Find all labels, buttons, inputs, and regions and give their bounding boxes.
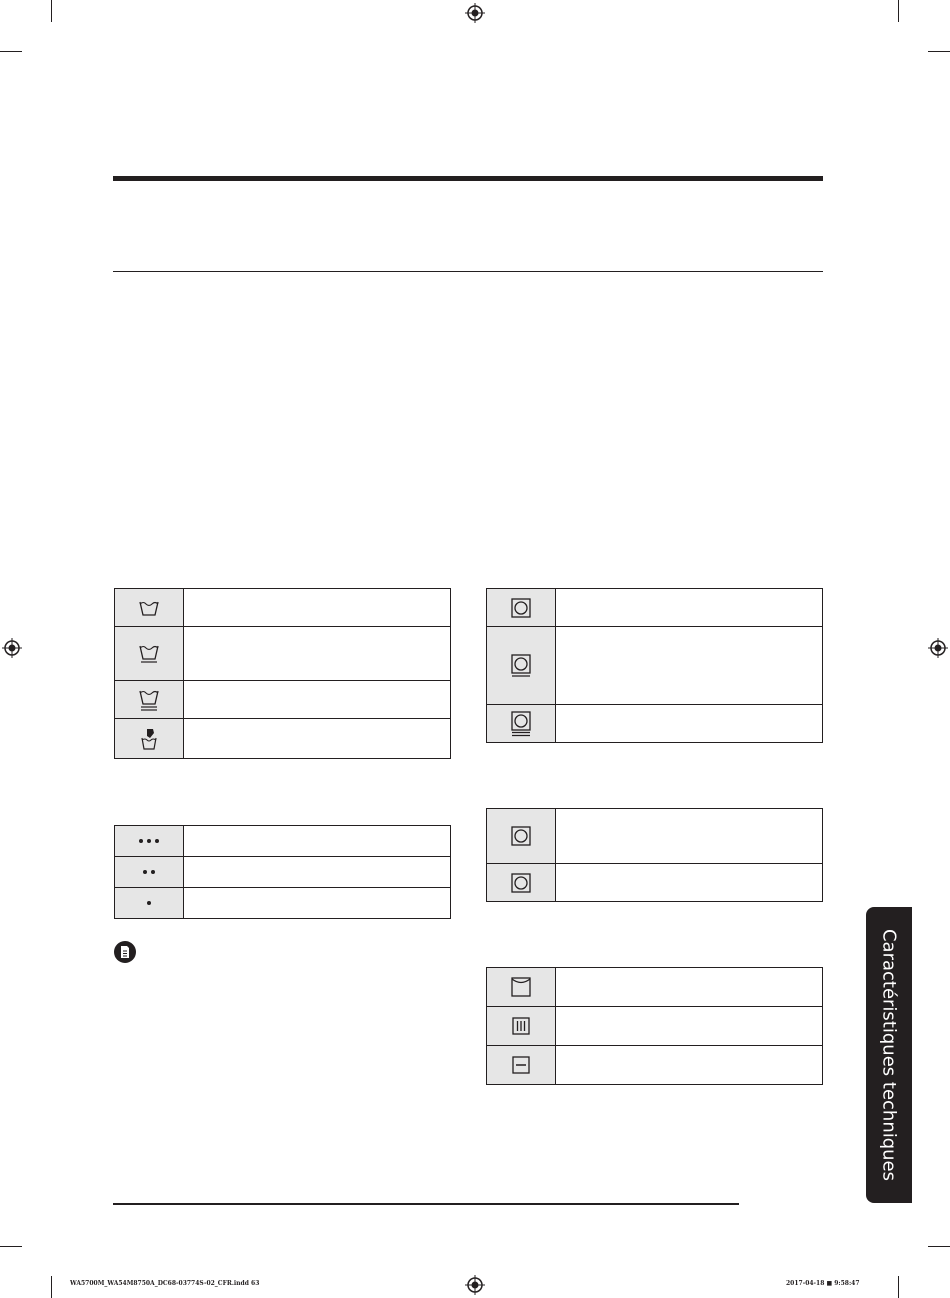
natural-dry-symbols-table (486, 967, 823, 1085)
registration-mark-icon (465, 1275, 485, 1295)
table-row (487, 1046, 823, 1085)
header-rule (113, 176, 823, 181)
tumble-dry-delicate-icon (487, 705, 556, 743)
registration-mark-icon (465, 3, 485, 23)
line-dry-icon (487, 968, 556, 1007)
registration-mark-icon (928, 638, 948, 658)
ironing-symbols-table (114, 825, 451, 919)
washtub-permanent-press-icon (115, 627, 184, 681)
note-icon (113, 940, 137, 964)
table-row (487, 968, 823, 1007)
crop-mark (898, 0, 899, 22)
table-row (115, 719, 451, 759)
tumble-dry-low-icon (487, 864, 556, 902)
section-side-tab-label: Caractéristiques techniques (878, 928, 900, 1182)
crop-mark (898, 1276, 899, 1298)
table-row (487, 589, 823, 627)
crop-mark (928, 1246, 950, 1247)
crop-mark (0, 51, 22, 52)
hand-wash-icon (115, 719, 184, 759)
table-cell (184, 888, 451, 919)
table-cell (556, 705, 823, 743)
table-row (115, 681, 451, 719)
print-slug-file: WA5700M_WA54M8750A_DC68-03774S-02_CFR.indd 63 (70, 1280, 260, 1287)
table-row (115, 888, 451, 919)
drying-symbols-table (486, 588, 823, 743)
tumble-dry-normal-icon (487, 809, 556, 864)
washtub-icon (115, 589, 184, 627)
tumble-dry-icon (487, 589, 556, 627)
table-row (487, 864, 823, 902)
table-row (115, 627, 451, 681)
print-slug-timestamp: 2017-04-18 ■ 9:58:47 (786, 1280, 860, 1287)
table-row (115, 589, 451, 627)
table-row (487, 1007, 823, 1046)
table-row (487, 627, 823, 705)
table-cell (184, 681, 451, 719)
subheader-rule (113, 271, 823, 272)
drip-dry-icon (487, 1007, 556, 1046)
table-row (487, 809, 823, 864)
table-cell (556, 809, 823, 864)
footer-rule (113, 1203, 739, 1205)
table-cell (184, 719, 451, 759)
iron-high-icon (115, 826, 184, 857)
table-cell (556, 1007, 823, 1046)
table-cell (556, 1046, 823, 1085)
table-cell (184, 826, 451, 857)
section-side-tab (866, 907, 912, 1203)
iron-medium-icon (115, 857, 184, 888)
tumble-dry-symbols-table (486, 808, 823, 902)
table-cell (184, 627, 451, 681)
crop-mark (51, 0, 52, 22)
table-row (115, 826, 451, 857)
table-cell (556, 589, 823, 627)
table-cell (184, 857, 451, 888)
dry-flat-icon (487, 1046, 556, 1085)
tumble-dry-permanent-press-icon (487, 627, 556, 705)
table-cell (184, 589, 451, 627)
table-row (115, 857, 451, 888)
crop-mark (0, 1246, 22, 1247)
table-cell (556, 864, 823, 902)
iron-low-icon (115, 888, 184, 919)
registration-mark-icon (2, 638, 22, 658)
table-cell (556, 627, 823, 705)
crop-mark (51, 1276, 52, 1298)
washtub-delicate-icon (115, 681, 184, 719)
table-cell (556, 968, 823, 1007)
washing-symbols-table (114, 588, 451, 759)
crop-mark (928, 51, 950, 52)
table-row (487, 705, 823, 743)
